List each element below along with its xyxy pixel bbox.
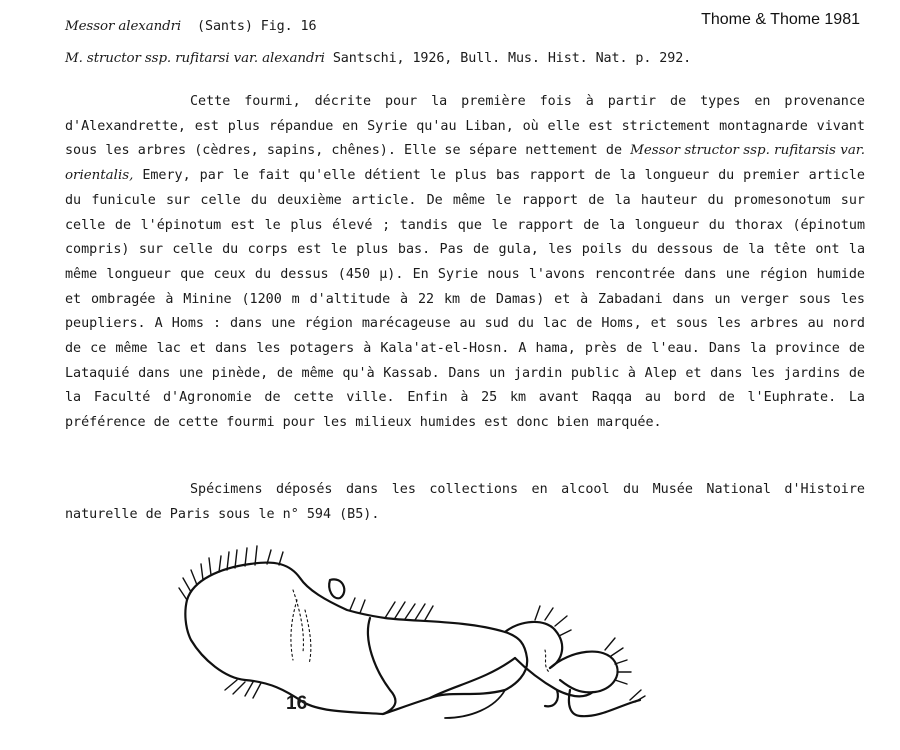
species-heading bbox=[65, 19, 316, 34]
specimens-text: Spécimens déposés dans les collections en alcool du Musée National d'Histoire naturelle de Paris sous le n° 594 (B5). bbox=[65, 482, 865, 522]
specimens-paragraph bbox=[65, 478, 865, 527]
species-name: Messor alexandri bbox=[65, 19, 182, 34]
synonym-line bbox=[65, 51, 691, 66]
description-text-2: Emery, par le fait qu'elle détient le plus bas rapport de la longueur du premier article du funicule sur celle du deuxième article. De même le rapport de la hauteur du promesonotum sur celle de l'épinotum est le plus élevé ; tandis que le rapport de la longueur du thorax (épinotum compris) sur celle du corps est le plus bas. Pas de gula, les poils du dessous de la tête ont la même longueur que ceux du dessus (450 µ). En Syrie nous l'avons rencontrée dans une région humide et ombragée à Minine (1200 m d'altitude à 22 km de Damas) et à Zabadani dans un verger sous les peupliers. A Homs : dans une région marécageuse au sud du lac de Homs, et sous les arbres au nord de ce même lac et dans les potagers à Kala'at-el-Hosn. A hama, près de l'eau. Dans la province de Lataquié dans une pinède, de même qu'à Kassab. Dans un jardin public à Alep et dans les jardins de la Faculté d'Agronomie de cette ville. Enfin à 25 km avant Raqqa au bord de l'Euphrate. La préférence de cette fourmi pour les milieux humides est donc bien marquée. bbox=[65, 168, 865, 431]
ant-head-thorax-drawing bbox=[175, 540, 655, 730]
figure-number: 16 bbox=[286, 693, 308, 714]
synonym-name: M. structor ssp. rufitarsi var. alexandri bbox=[65, 51, 325, 66]
description-taxon: Messor structor ssp. rufitarsis var. orientalis, bbox=[65, 143, 865, 184]
description-paragraph bbox=[65, 90, 865, 436]
description-text-1: Cette fourmi, décrite pour la première fois à partir de types en provenance d'Alexandrette, est plus répandue en Syrie qu'au Liban, où elle est strictement montagnarde vivant sous les arbres (cèdres, sapins, chênes). Elle se sépare nettement de bbox=[65, 94, 865, 159]
source-credit: Thome & Thome 1981 bbox=[701, 11, 860, 28]
synonym-citation: Santschi, 1926, Bull. Mus. Hist. Nat. p. 292. bbox=[332, 51, 692, 66]
author-figure-ref: (Sants) Fig. 16 bbox=[197, 19, 317, 34]
